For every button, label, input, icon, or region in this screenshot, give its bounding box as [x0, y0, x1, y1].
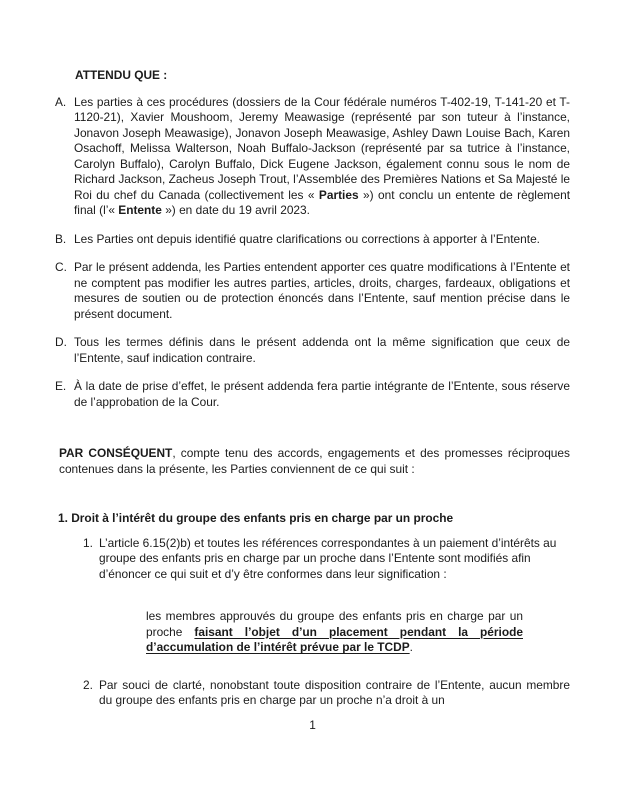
page-number: 1 — [309, 717, 316, 732]
section-1-item-1-run-0: L’article 6.15(2)b) et toutes les références correspondantes à un paiement d’intérêts au groupe des enfants pris en charge par un proche dans l’Entente sont modifiés afin d’énoncer ce qui suit et d’y être conformes dans leur signification : — [99, 535, 557, 581]
recital-e-text — [74, 379, 570, 410]
recital-e-run-0: À la date de prise d’effet, le présent addenda fera partie intégrante de l’Entente, sous réserve de l’approbation de la Cour. — [74, 379, 570, 409]
section-1-item-2-number: 2. — [83, 677, 93, 692]
recital-a-run-2: ») ont conclu un entente de règlement final (l’« — [74, 187, 570, 217]
quote-emphasized-text: faisant l’objet d’un placement pendant la période d’accumulation de l’intérêt prévue par le TCDP — [146, 624, 523, 654]
recital-b-run-0: Les Parties ont depuis identifié quatre clarifications ou corrections à apporter à l’Entente. — [74, 231, 540, 246]
consequent-body: , compte tenu des accords, engagements et des promesses réciproques contenues dans la présente, les Parties conviennent de ce qui suit : — [59, 446, 570, 476]
recital-d — [55, 335, 570, 366]
section-1-item-2-run-0: Par souci de clarté, nonobstant toute disposition contraire de l’Entente, aucun membre du groupe des enfants pris en charge par un proche n’a droit à un — [99, 677, 570, 707]
recital-d-letter: D. — [55, 335, 67, 349]
consequent-lead-in: PAR CONSÉQUENT — [59, 446, 173, 460]
section-1-item-2-text — [99, 678, 570, 709]
quoted-amendment-text — [146, 609, 523, 656]
section-1-item-2 — [55, 678, 570, 709]
recital-c-letter: C. — [55, 260, 67, 274]
quote-run-2: . — [409, 640, 413, 654]
recital-b — [55, 232, 570, 248]
attendu-heading: ATTENDU QUE : — [75, 68, 168, 82]
section-1-item-1-text — [99, 536, 570, 583]
recital-c-text — [74, 260, 570, 322]
section-1-item-1 — [55, 536, 570, 583]
section-1-item-1-number: 1. — [83, 535, 93, 550]
recital-b-letter: B. — [55, 231, 67, 246]
quote-run-0: les membres approuvés du groupe des enfants pris en charge par un proche — [146, 609, 523, 639]
recital-d-text — [74, 335, 570, 366]
recital-e-letter: E. — [55, 379, 67, 393]
recital-a-run-4: ») en date du 19 avril 2023. — [161, 203, 310, 217]
recital-a-text — [74, 95, 570, 219]
recital-a-defined-term-parties: Parties — [318, 187, 359, 202]
recital-a-letter: A. — [55, 94, 67, 109]
recital-a-defined-term-entente: Entente — [118, 203, 162, 217]
recital-e — [55, 379, 570, 410]
section-1-heading: 1. Droit à l’intérêt du groupe des enfants pris en charge par un proche — [58, 511, 454, 525]
recital-d-run-0: Tous les termes définis dans le présent addenda ont la même signification que ceux de l’Entente, sauf indication contraire. — [74, 335, 570, 365]
recital-c-run-0: Par le présent addenda, les Parties entendent apporter ces quatre modifications à l’Entente et ne comptent pas modifier les autres parties, articles, droits, charges, fardeaux, obligations et mesures de soutien ou de protection énoncés dans l’Entente, sauf mention précise dans le présent document. — [74, 260, 570, 321]
recital-c — [55, 260, 570, 322]
consequent-paragraph — [59, 446, 570, 477]
recital-a — [55, 95, 570, 219]
recital-a-run-0: Les parties à ces procédures (dossiers de la Cour fédérale numéros T-402-19, T-141-20 et T-1120-21), Xavier Moushoom, Jeremy Meawasige (représenté par son tuteur à l’instance, Jonavon Joseph Meawasige), Jonavon Joseph Meawasige, Ashley Dawn Louise Bach, Karen Osachoff, Melissa Walterson, Noah Buffalo-Jackson (représenté par sa tutrice à l’instance, Carolyn Buffalo), Carolyn Buffalo, Dick Eugene Jackson, également connu sous le nom de Richard Jackson, Zacheus Joseph Trout, l’Assemblée des Premières Nations et Sa Majesté le Roi du chef du Canada (collectivement les « — [74, 94, 570, 202]
recital-b-text — [74, 232, 570, 248]
